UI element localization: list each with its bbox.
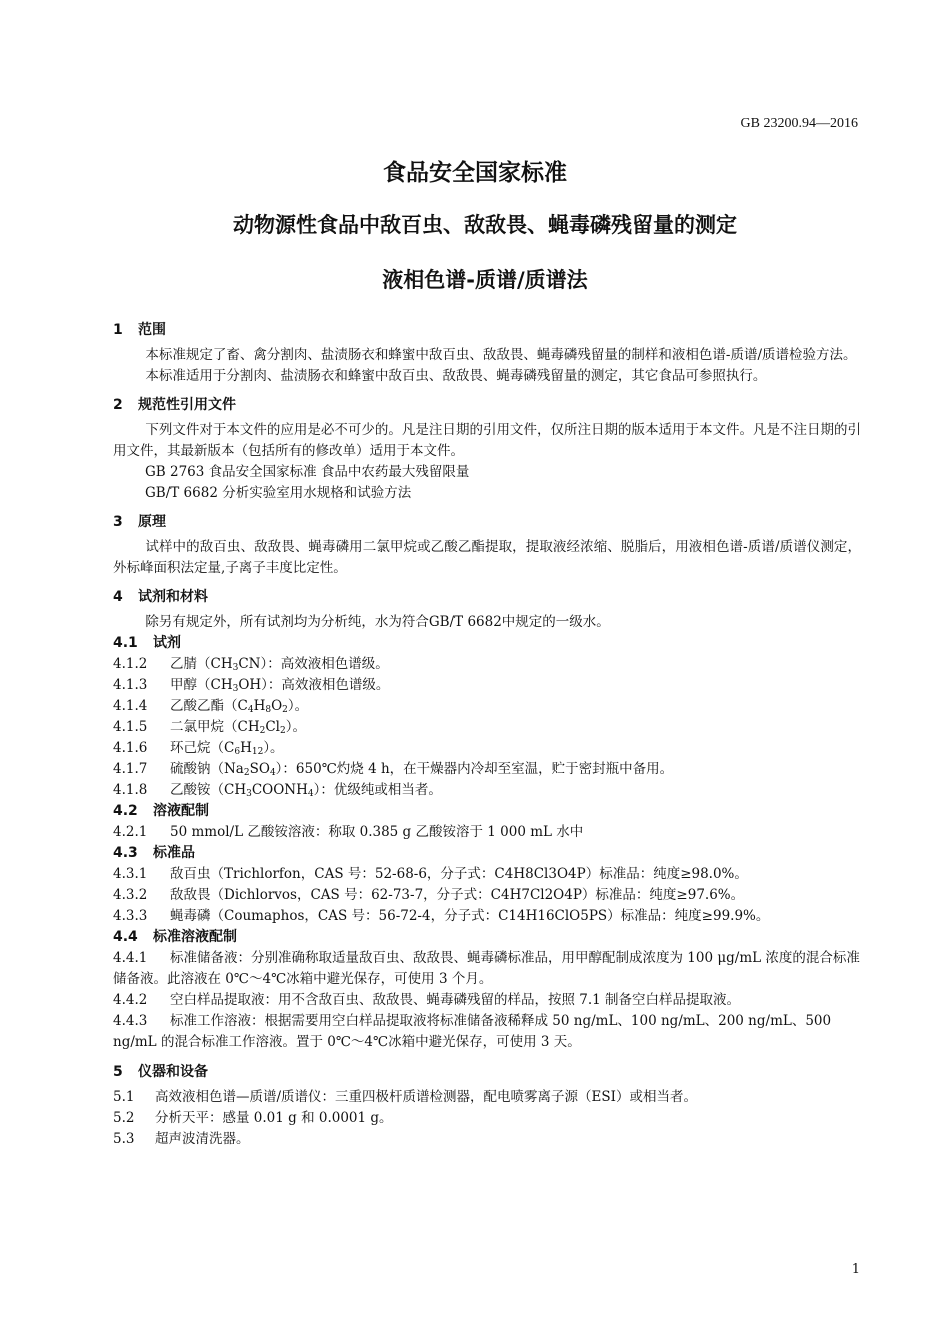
list-item: 4.1.3 甲醇$(CH_3OH)$：高效液相色谱级。 bbox=[113, 677, 390, 694]
document-method-title: 液相色谱-质谱/质谱法 bbox=[382, 268, 588, 292]
list-item: 4.2.1 50 mmol/L 乙酸铵溶液：称取 0.385 g 乙酸铵溶于 1 000 mL 水中 bbox=[113, 824, 584, 840]
document-subtitle: 动物源性食品中敌百虫、敌敌畏、蝇毒磷残留量的测定 bbox=[233, 213, 737, 237]
list-item: 4.1.8 乙酸铵$(CH_3COONH_4)$：优级纯或相当者。 bbox=[113, 782, 442, 799]
list-item: 5.3 超声波清洗器。 bbox=[113, 1131, 250, 1147]
list-item: 4.1.4 乙酸乙酯$(C_4H_8O_2)$。 bbox=[113, 698, 309, 715]
paragraph: 下列文件对于本文件的应用是必不可少的。凡是注日期的引用文件，仅所注日期的版本适用于本文件。凡是不注日期的引用文件，其最新版本（包括所有的修改单）适用于本文件。 bbox=[113, 422, 861, 459]
paragraph: 试样中的敌百虫、敌敌畏、蝇毒磷用二氯甲烷或乙酸乙酯提取，提取液经浓缩、脱脂后，用液相色谱-质谱/质谱仪测定，外标峰面积法定量,子离子丰度比定性。 bbox=[113, 539, 861, 576]
paragraph: 除另有规定外，所有试剂均为分析纯，水为符合GB/T 6682中规定的一级水。 bbox=[145, 614, 610, 630]
paragraph: 本标准适用于分割肉、盐渍肠衣和蜂蜜中敌百虫、敌敌畏、蝇毒磷残留量的测定，其它食品可参照执行。 bbox=[145, 368, 767, 384]
list-item: 5.1 高效液相色谱—质谱/质谱仪：三重四极杆质谱检测器，配电喷雾离子源（ESI）或相当者。 bbox=[113, 1089, 697, 1105]
list-item: 4.1.2 乙腈$(CH_3CN)$：高效液相色谱级。 bbox=[113, 656, 389, 673]
section-heading-instruments: 5 仪器和设备 bbox=[113, 1064, 208, 1080]
reference-item: GB 2763 食品安全国家标准 食品中农药最大残留限量 bbox=[145, 464, 470, 480]
paragraph: 本标准规定了畜、禽分割肉、盐渍肠衣和蜂蜜中敌百虫、敌敌畏、蝇毒磷残留量的制样和液相色谱-质谱/质谱检验方法。 bbox=[145, 347, 857, 363]
list-item: 4.3.1 敌百虫（Trichlorfon，CAS 号：52-68-6，分子式：C4H8Cl3O4P）标准品：纯度≥98.0%。 bbox=[113, 866, 748, 882]
subsection-heading-standard-solutions: 4.4 标准溶液配制 bbox=[113, 929, 237, 945]
list-item: 5.2 分析天平：感量 0.01 g 和 0.0001 g。 bbox=[113, 1110, 393, 1126]
document-body bbox=[113, 314, 861, 1150]
list-item: 4.4.1 标准储备液：分别准确称取适量敌百虫、敌敌畏、蝇毒磷标准品，用甲醇配制成浓度为 100 μg/mL 浓度的混合标准储备液。此溶液在 0℃～4℃冰箱中避光保存，可使用 3 个月。 bbox=[113, 950, 860, 987]
list-item: 4.4.2 空白样品提取液：用不含敌百虫、敌敌畏、蝇毒磷残留的样品，按照 7.1 制备空白样品提取液。 bbox=[113, 992, 741, 1008]
document-title: 食品安全国家标准 bbox=[383, 160, 567, 186]
section-heading-scope: 1 范围 bbox=[113, 322, 166, 338]
subsection-heading-solutions: 4.2 溶液配制 bbox=[113, 803, 209, 819]
list-item: 4.1.6 环己烷$(C_6H_{12})$。 bbox=[113, 740, 284, 757]
section-heading-references: 2 规范性引用文件 bbox=[113, 397, 236, 413]
section-heading-principle: 3 原理 bbox=[113, 514, 166, 530]
list-item: 4.1.5 二氯甲烷$(CH_2Cl_2)$。 bbox=[113, 719, 306, 736]
list-item: 4.1.7 硫酸钠$(Na_2SO_4)$：650℃灼烧 4 h，在干燥器内冷却至室温，贮于密封瓶中备用。 bbox=[113, 761, 674, 778]
reference-item: GB/T 6682 分析实验室用水规格和试验方法 bbox=[145, 485, 412, 501]
list-item: 4.4.3 标准工作溶液：根据需要用空白样品提取液将标准储备液稀释成 50 ng/mL、100 ng/mL、200 ng/mL、500 ng/mL 的混合标准工作溶液。置于 0℃～4℃冰箱中避光保存，可使用 3 天。 bbox=[113, 1013, 832, 1050]
standard-number: GB 23200.94—2016 bbox=[740, 116, 858, 131]
page-number: 1 bbox=[851, 1262, 860, 1277]
subsection-heading-standards: 4.3 标准品 bbox=[113, 845, 195, 861]
subsection-heading-reagents: 4.1 试剂 bbox=[113, 635, 181, 651]
list-item: 4.3.2 敌敌畏（Dichlorvos，CAS 号：62-73-7，分子式：C4H7Cl2O4P）标准品：纯度≥97.6%。 bbox=[113, 887, 745, 903]
list-item: 4.3.3 蝇毒磷（Coumaphos，CAS 号：56-72-4，分子式：C14H16ClO5PS）标准品：纯度≥99.9%。 bbox=[113, 908, 770, 924]
section-heading-reagents: 4 试剂和材料 bbox=[113, 589, 208, 605]
